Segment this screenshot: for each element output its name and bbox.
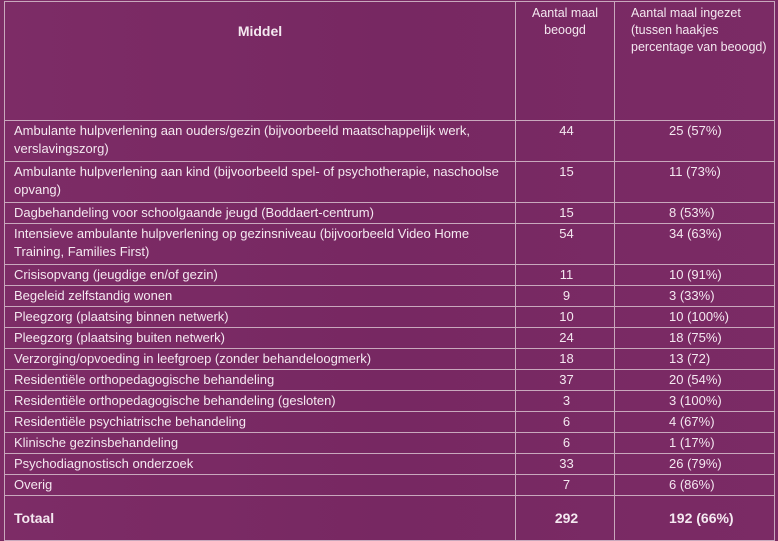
row-beoogd: 3 — [516, 391, 615, 412]
header-ingezet: Aantal maal ingezet (tussen haakjes percentage van beoogd) — [615, 2, 775, 121]
table-row — [5, 307, 775, 328]
row-beoogd: 15 — [516, 203, 615, 224]
table-row — [5, 162, 775, 203]
row-beoogd: 6 — [516, 433, 615, 454]
row-ingezet: 3 (33%) — [615, 286, 775, 307]
total-beoogd: 292 — [516, 496, 615, 541]
row-ingezet: 26 (79%) — [615, 454, 775, 475]
row-ingezet: 8 (53%) — [615, 203, 775, 224]
row-ingezet: 34 (63%) — [615, 224, 775, 265]
row-beoogd: 6 — [516, 412, 615, 433]
header-row — [5, 2, 775, 121]
row-ingezet: 6 (86%) — [615, 475, 775, 496]
row-ingezet: 1 (17%) — [615, 433, 775, 454]
row-beoogd: 9 — [516, 286, 615, 307]
row-ingezet: 11 (73%) — [615, 162, 775, 203]
row-beoogd: 44 — [516, 121, 615, 162]
row-beoogd: 11 — [516, 265, 615, 286]
row-ingezet: 3 (100%) — [615, 391, 775, 412]
row-ingezet: 10 (91%) — [615, 265, 775, 286]
row-beoogd: 37 — [516, 370, 615, 391]
row-label: Overig — [5, 475, 516, 496]
row-label: Intensieve ambulante hulpverlening op gezinsniveau (bijvoorbeeld Video Home Training, Families First) — [5, 224, 516, 265]
row-beoogd: 24 — [516, 328, 615, 349]
row-label: Verzorging/opvoeding in leefgroep (zonder behandeloogmerk) — [5, 349, 516, 370]
row-label: Pleegzorg (plaatsing binnen netwerk) — [5, 307, 516, 328]
table-row — [5, 370, 775, 391]
row-ingezet: 13 (72) — [615, 349, 775, 370]
row-beoogd: 15 — [516, 162, 615, 203]
row-ingezet: 18 (75%) — [615, 328, 775, 349]
table-row — [5, 286, 775, 307]
row-label: Residentiële orthopedagogische behandeling (gesloten) — [5, 391, 516, 412]
table-row — [5, 328, 775, 349]
row-label: Begeleid zelfstandig wonen — [5, 286, 516, 307]
total-label: Totaal — [5, 496, 516, 541]
row-label: Dagbehandeling voor schoolgaande jeugd (Boddaert-centrum) — [5, 203, 516, 224]
data-table — [4, 1, 775, 541]
table-row — [5, 121, 775, 162]
row-ingezet: 20 (54%) — [615, 370, 775, 391]
row-label: Crisisopvang (jeugdige en/of gezin) — [5, 265, 516, 286]
row-ingezet: 4 (67%) — [615, 412, 775, 433]
row-label: Klinische gezinsbehandeling — [5, 433, 516, 454]
row-ingezet: 25 (57%) — [615, 121, 775, 162]
row-ingezet: 10 (100%) — [615, 307, 775, 328]
table-row — [5, 265, 775, 286]
row-beoogd: 18 — [516, 349, 615, 370]
row-label: Residentiële orthopedagogische behandeling — [5, 370, 516, 391]
table-row — [5, 433, 775, 454]
row-beoogd: 33 — [516, 454, 615, 475]
row-beoogd: 7 — [516, 475, 615, 496]
header-middel: Middel — [5, 2, 516, 121]
table-row — [5, 412, 775, 433]
total-ingezet: 192 (66%) — [615, 496, 775, 541]
table-row — [5, 391, 775, 412]
total-row — [5, 496, 775, 541]
table-row — [5, 224, 775, 265]
table-row — [5, 475, 775, 496]
table-body — [5, 121, 775, 496]
table-row — [5, 203, 775, 224]
table-row — [5, 349, 775, 370]
table-row — [5, 454, 775, 475]
row-label: Residentiële psychiatrische behandeling — [5, 412, 516, 433]
header-beoogd: Aantal maal beoogd — [516, 2, 615, 121]
row-label: Pleegzorg (plaatsing buiten netwerk) — [5, 328, 516, 349]
row-beoogd: 54 — [516, 224, 615, 265]
row-beoogd: 10 — [516, 307, 615, 328]
row-label: Psychodiagnostisch onderzoek — [5, 454, 516, 475]
row-label: Ambulante hulpverlening aan kind (bijvoorbeeld spel- of psychotherapie, naschoolse opvang) — [5, 162, 516, 203]
row-label: Ambulante hulpverlening aan ouders/gezin (bijvoorbeeld maatschappelijk werk, verslavingszorg) — [5, 121, 516, 162]
